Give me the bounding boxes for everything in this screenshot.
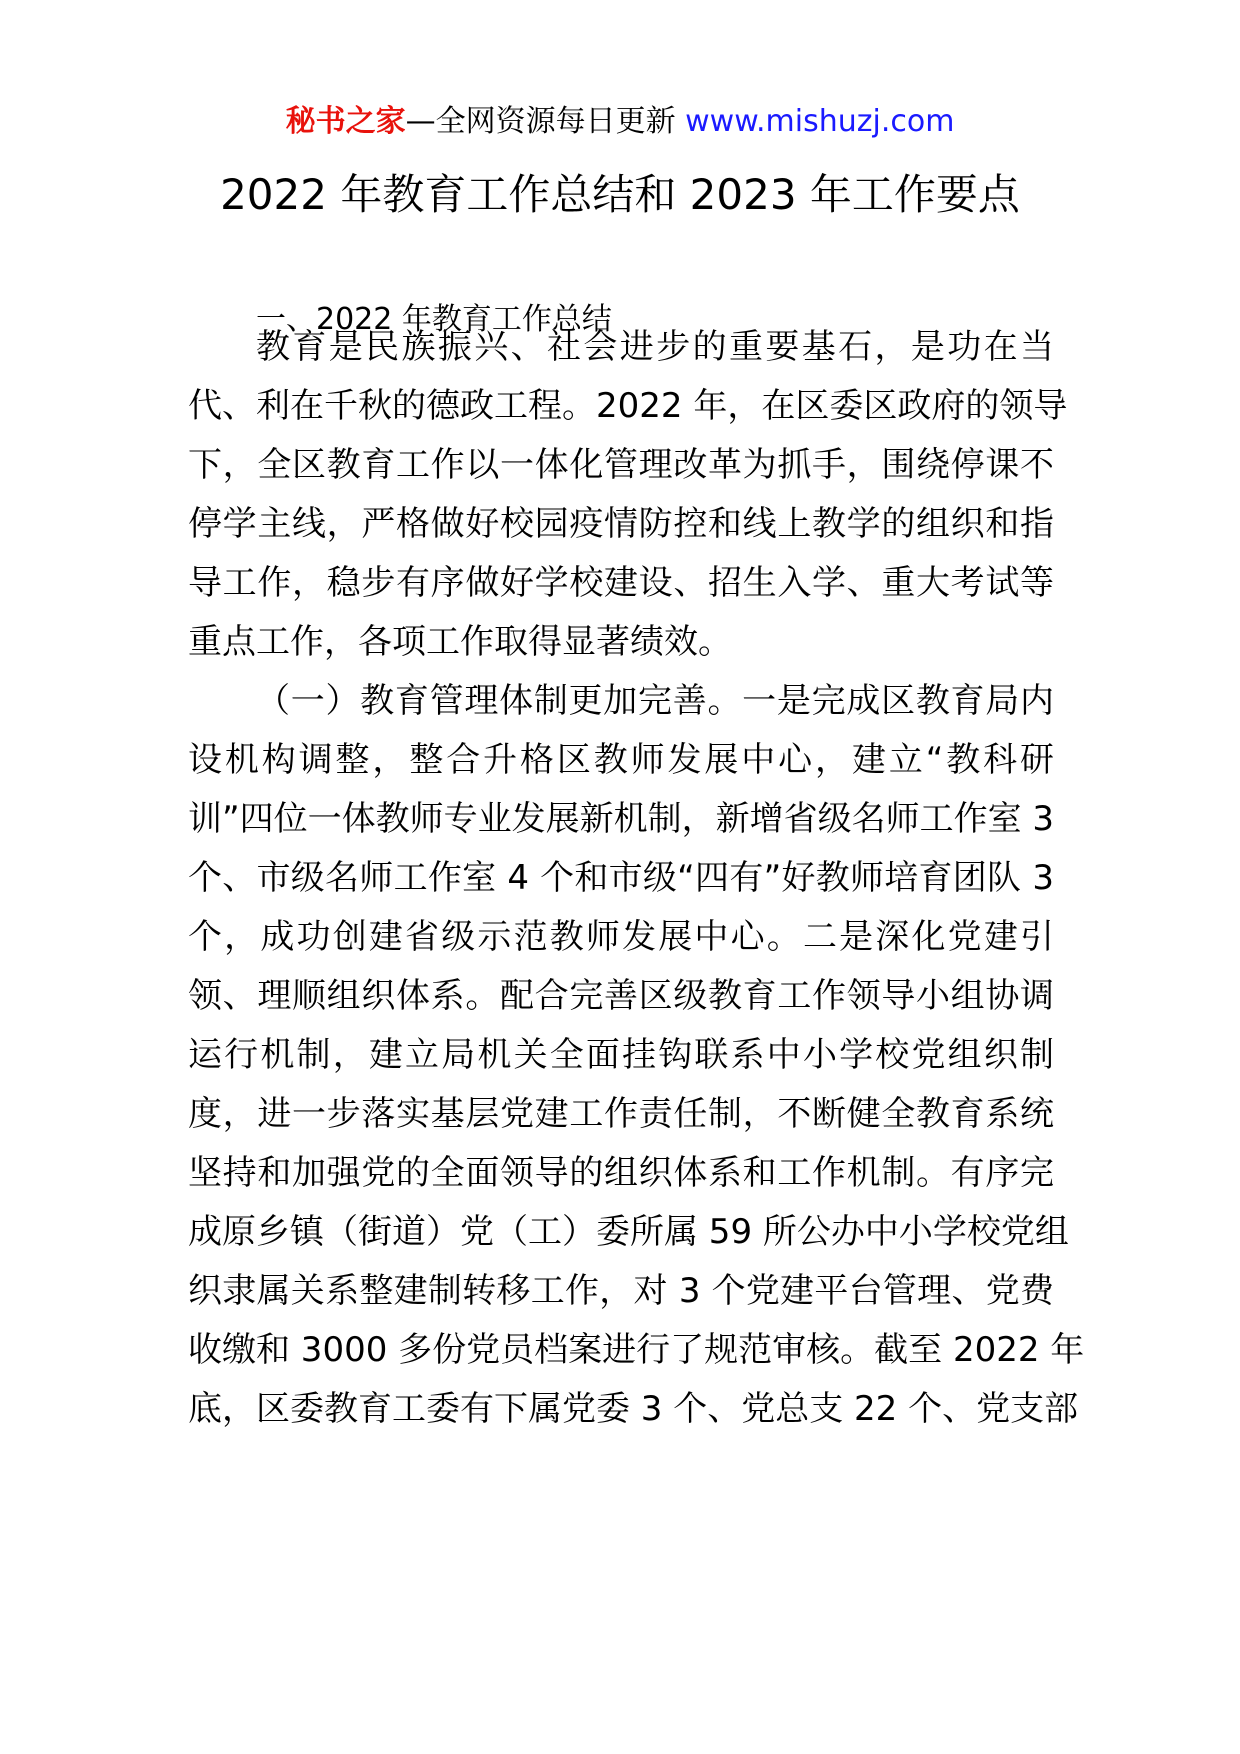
site-header (0, 100, 1240, 144)
paragraph-line: 底，区委教育工委有下属党委 3 个、党总支 22 个、党支部 (188, 1389, 1079, 1429)
brand-name: 秘书之家 (285, 104, 406, 139)
paragraph-line: 教育是民族振兴、社会进步的重要基石，是功在当 (256, 327, 1054, 367)
paragraph-line: 度，进一步落实基层党建工作责任制，不断健全教育系统 (188, 1094, 1054, 1134)
header-slogan: —全网资源每日更新 (405, 104, 676, 139)
paragraph-line: 织隶属关系整建制转移工作，对 3 个党建平台管理、党费 (188, 1271, 1054, 1311)
paragraph-line: 下，全区教育工作以一体化管理改革为抓手，围绕停课不 (188, 445, 1054, 485)
paragraph-line: 收缴和 3000 多份党员档案进行了规范审核。截至 2022 年 (188, 1330, 1085, 1370)
paragraph-line: 训”四位一体教师专业发展新机制，新增省级名师工作室 3 (188, 799, 1055, 839)
paragraph-line: 领、理顺组织体系。配合完善区级教育工作领导小组协调 (188, 976, 1054, 1016)
paragraph-line: 代、利在千秋的德政工程。2022 年，在区委区政府的领导 (188, 386, 1068, 426)
paragraph-line: 个，成功创建省级示范教师发展中心。二是深化党建引 (188, 917, 1054, 957)
section-heading: 一、2022 年教育工作总结 (256, 302, 612, 337)
site-url-link[interactable]: www.mishuzj.com (685, 104, 955, 139)
document-title: 2022 年教育工作总结和 2023 年工作要点 (220, 170, 1020, 219)
paragraph-line: 停学主线，严格做好校园疫情防控和线上教学的组织和指 (188, 504, 1054, 544)
paragraph-line: 设机构调整，整合升格区教师发展中心，建立“教科研 (188, 740, 1054, 780)
paragraph-line: 成原乡镇（街道）党（工）委所属 59 所公办中小学校党组 (188, 1212, 1069, 1252)
paragraph-line: 导工作，稳步有序做好学校建设、招生入学、重大考试等 (188, 563, 1054, 603)
paragraph-line: 运行机制，建立局机关全面挂钩联系中小学校党组织制 (188, 1035, 1054, 1075)
paragraph-line: 坚持和加强党的全面领导的组织体系和工作机制。有序完 (188, 1153, 1054, 1193)
paragraph-line: 重点工作，各项工作取得显著绩效。 (188, 622, 732, 662)
paragraph-line: （一）教育管理体制更加完善。一是完成区教育局内 (256, 681, 1054, 721)
paragraph-line: 个、市级名师工作室 4 个和市级“四有”好教师培育团队 3 (188, 858, 1054, 898)
